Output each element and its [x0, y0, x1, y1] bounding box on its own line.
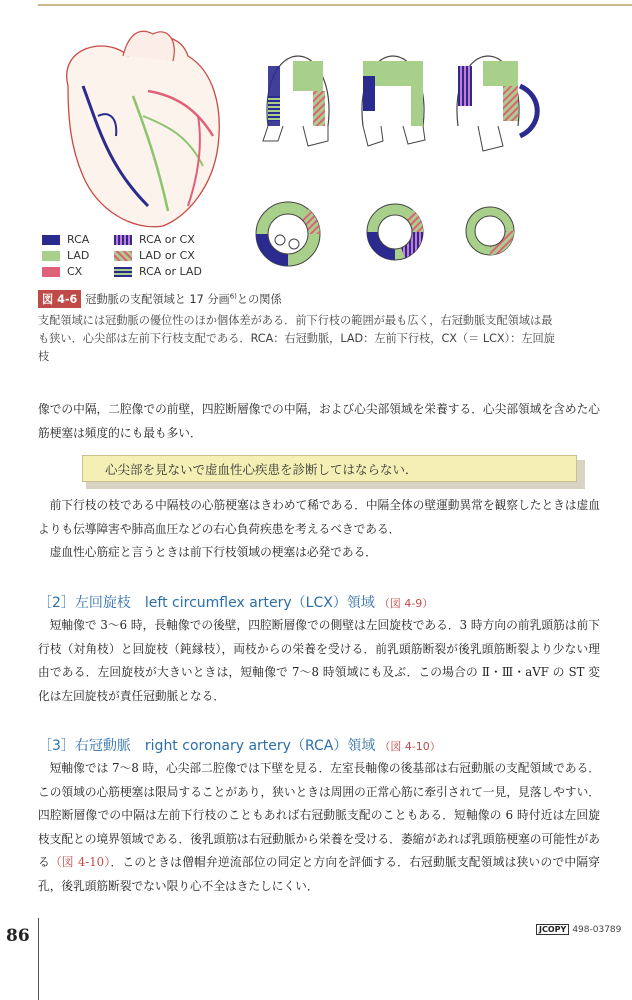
legend-label: CX: [67, 265, 83, 278]
section-heading-lcx: [38, 592, 433, 612]
caption-title-suffix: との関係: [236, 293, 282, 306]
figure-tag: 図 4-6: [38, 290, 81, 308]
legend-label: RCA: [67, 233, 90, 246]
body-paragraph: [38, 494, 600, 565]
legend-swatch-lad-or-cx: [114, 251, 132, 261]
long-axis-view-1: [263, 56, 329, 146]
paragraph-text: 虚血性心筋症と言うときは前下行枝領域の梗塞は必発である．: [49, 545, 377, 559]
body-paragraph: [38, 398, 600, 445]
legend-item: [114, 265, 202, 278]
section-heading-rca: [38, 735, 441, 755]
legend-swatch-rca-or-lad: [114, 267, 132, 277]
legend-label: RCA or LAD: [139, 265, 202, 278]
paragraph-text: 像での中隔，二腔像での前壁，四腔断層像での中隔，および心尖部領域を栄養する．心尖部領域を含めた心筋梗塞は頻度的にも最も多い．: [38, 402, 600, 440]
legend-label: LAD or CX: [139, 249, 195, 262]
legend-item: [42, 249, 89, 262]
legend-swatch-rca-or-cx: [114, 235, 132, 245]
page-number: 86: [6, 926, 30, 946]
callout-box: [82, 455, 585, 488]
legend-label: LAD: [67, 249, 90, 262]
heart-illustration: [67, 31, 220, 227]
figure-ref-link[interactable]: （図 4-10）: [379, 740, 441, 753]
body-paragraph: [38, 614, 600, 708]
long-axis-view-3: [457, 56, 537, 151]
jcopy-badge: JCOPY: [536, 924, 569, 935]
body-paragraph: [38, 757, 600, 898]
figure-caption: [38, 290, 558, 366]
legend-item: [42, 233, 89, 246]
isbn-code: 498-03789: [572, 924, 622, 935]
paragraph-text: [38, 757, 600, 898]
paragraph-text-part: 短軸像では 7〜8 時，心尖部二腔像では下壁を見る．左室長軸像の後基部は右冠動脈の支配領域である．この領域の心筋梗塞は限局することがあり，狭いときは周囲の正常心筋に牽引されて一見，見落しやすい．四腔断層像での中隔は左前下行枝のこともあれば右冠動脈支配のこともある．短軸像の 6 時付近は左回旋枝支配との境界領域である．後乳頭筋は右冠動脈から栄養を受ける．萎縮があれば乳頭筋梗塞の可能性がある: [38, 761, 600, 869]
legend-item: [114, 249, 195, 262]
legend-item: [42, 265, 82, 278]
figure-ref-link[interactable]: （図 4-9）: [378, 597, 434, 610]
legend-swatch-lad: [42, 251, 60, 261]
section-title: ［3］右冠動脈 right coronary artery（RCA）領域: [38, 738, 376, 754]
paragraph-text-part: ．このときは僧帽弁逆流部位の同定と方向を評価する．右冠動脈支配領域は狭いので中隔穿孔，後乳頭筋断裂でない限り心不全はきたしにくい．: [38, 855, 600, 893]
paragraph-text: 前下行枝の枝である中隔枝の心筋梗塞はきわめて稀である．中隔全体の壁運動異常を観察したときは虚血よりも伝導障害や肺高血圧などの右心負荷疾患を考えるべきである．: [38, 498, 600, 536]
long-axis-view-2: [362, 56, 425, 146]
caption-body: 支配領域には冠動脈の優位性のほか個体差がある．前下行枝の範囲が最も広く，右冠動脈支配領域は最も狭い．心尖部は左前下行枝支配である．RCA：右冠動脈，LAD：左前下行枝，CX（＝ LCX）：左回旋枝: [38, 314, 555, 363]
caption-title: 冠動脈の支配領域と 17 分画: [85, 293, 230, 306]
legend-swatch-rca: [42, 235, 60, 245]
paragraph-text: 短軸像で 3〜6 時，長軸像での後壁，四腔断層像での側壁は左回旋枝である．3 時方向の前乳頭筋は前下行枝（対角枝）と回旋枝（鈍縁枝），両枝からの栄養を受ける．前乳頭筋断裂が後乳頭筋断裂より少ない理由である．左回旋枝が大きいときは，短軸像で 7〜8 時領域にも及ぶ．この場合の Ⅱ・Ⅲ・aVF の ST 変化は左回旋枝が責任冠動脈となる．: [38, 618, 600, 703]
copyright-code: [536, 924, 621, 935]
legend-item: [114, 233, 195, 246]
legend-label: RCA or CX: [139, 233, 195, 246]
figure-ref-link[interactable]: （図 4-10）: [49, 855, 111, 869]
callout-text: 心尖部を見ないで虚血性心疾患を診断してはならない．: [82, 455, 577, 482]
top-rule: [38, 4, 632, 6]
short-axis-view-2: [367, 204, 423, 260]
caption-citation: 6): [229, 292, 237, 301]
short-axis-view-3: [466, 207, 514, 255]
page-margin-rule: [38, 918, 39, 1000]
short-axis-view-1: [256, 202, 320, 266]
legend-swatch-cx: [42, 267, 60, 277]
section-title: ［2］左回旋枝 left circumflex artery（LCX）領域: [38, 595, 375, 611]
